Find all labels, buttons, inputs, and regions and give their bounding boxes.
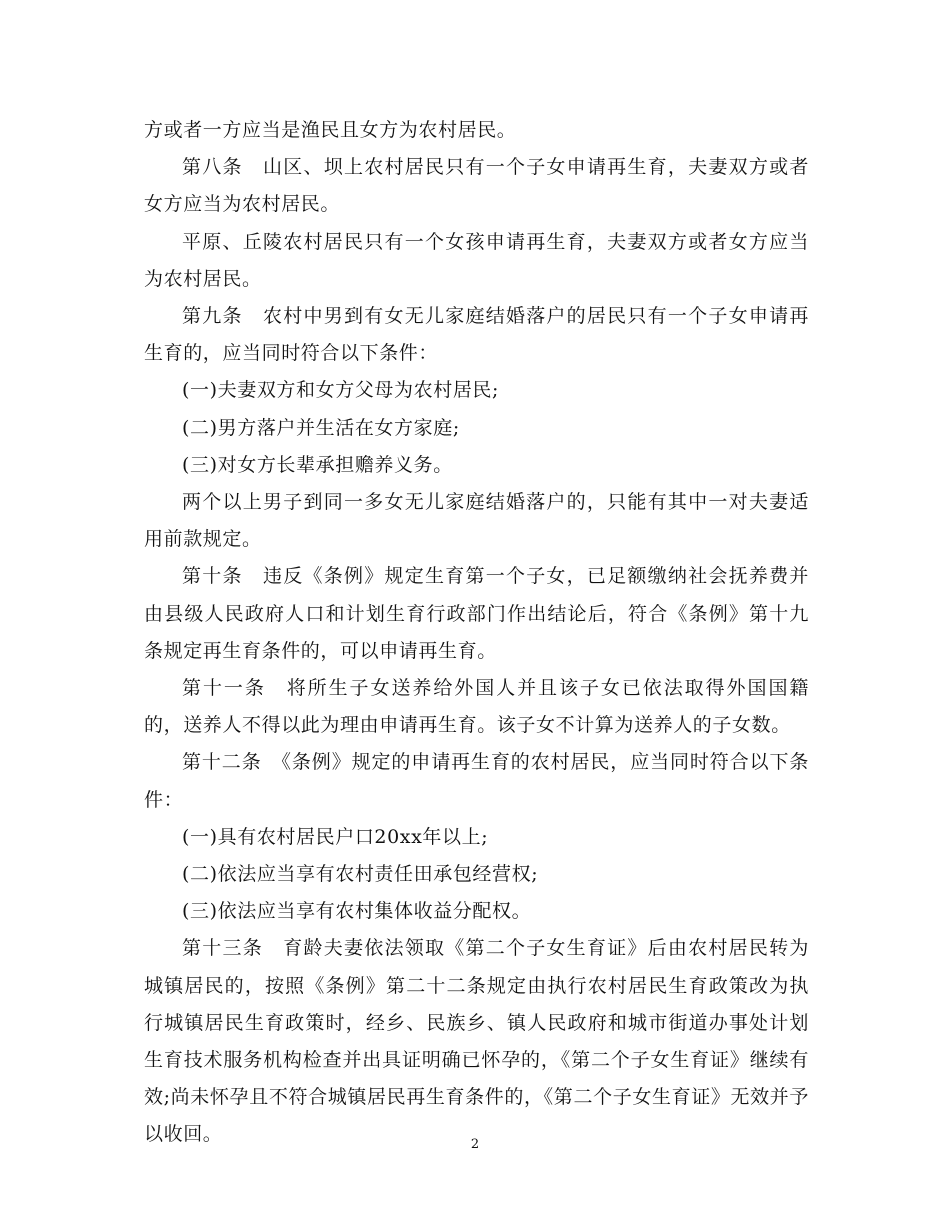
article-12-item-1: (一)具有农村居民户口20xx年以上;	[182, 825, 489, 848]
article-12: 第十二条 《条例》规定的申请再生育的农村居民，应当同时符合以下条件：	[144, 751, 809, 811]
article-9: 第九条 农村中男到有女无儿家庭结婚落户的居民只有一个子女申请再生育的，应当同时符合以下条件：	[144, 305, 809, 365]
article-12-item-2: (二)依法应当享有农村责任田承包经营权;	[182, 863, 539, 886]
article-9-item-1: (一)夫妻双方和女方父母为农村居民;	[182, 379, 500, 402]
article-10: 第十条 违反《条例》规定生育第一个子女，已足额缴纳社会抚养费并由县级人民政府人口和计划生育行政部门作出结论后，符合《条例》第十九条规定再生育条件的，可以申请再生育。	[144, 565, 809, 662]
document-body	[144, 112, 809, 1154]
article-9-item-3: (三)对女方长辈承担赡养义务。	[182, 453, 453, 476]
article-13: 第十三条 育龄夫妻依法领取《第二个子女生育证》后由农村居民转为城镇居民的，按照《条例》第二十二条规定由执行农村居民生育政策改为执行城镇居民生育政策时，经乡、民族乡、镇人民政府和城市街道办事处计划生育技术服务机构检查并出具证明确已怀孕的，《第二个子女生育证》继续有效;尚未怀孕且不符合城镇居民再生育条件的，《第二个子女生育证》无效并予以收回。	[144, 937, 809, 1146]
page-number: 2	[470, 1137, 480, 1152]
paragraph-continuation: 方或者一方应当是渔民且女方为农村居民。	[144, 119, 517, 141]
article-8: 第八条 山区、坝上农村居民只有一个子女申请再生育，夫妻双方或者女方应当为农村居民。	[144, 156, 809, 216]
article-12-item-3: (三)依法应当享有农村集体收益分配权。	[182, 900, 532, 923]
article-9-item-2: (二)男方落户并生活在女方家庭;	[182, 416, 460, 439]
article-11: 第十一条 将所生子女送养给外国人并且该子女已依法取得外国国籍的，送养人不得以此为理由申请再生育。该子女不计算为送养人的子女数。	[144, 677, 809, 737]
article-8-clause-2: 平原、丘陵农村居民只有一个女孩申请再生育，夫妻双方或者女方应当为农村居民。	[144, 230, 809, 290]
article-9-clause-2: 两个以上男子到同一多女无儿家庭结婚落户的，只能有其中一对夫妻适用前款规定。	[144, 491, 809, 551]
